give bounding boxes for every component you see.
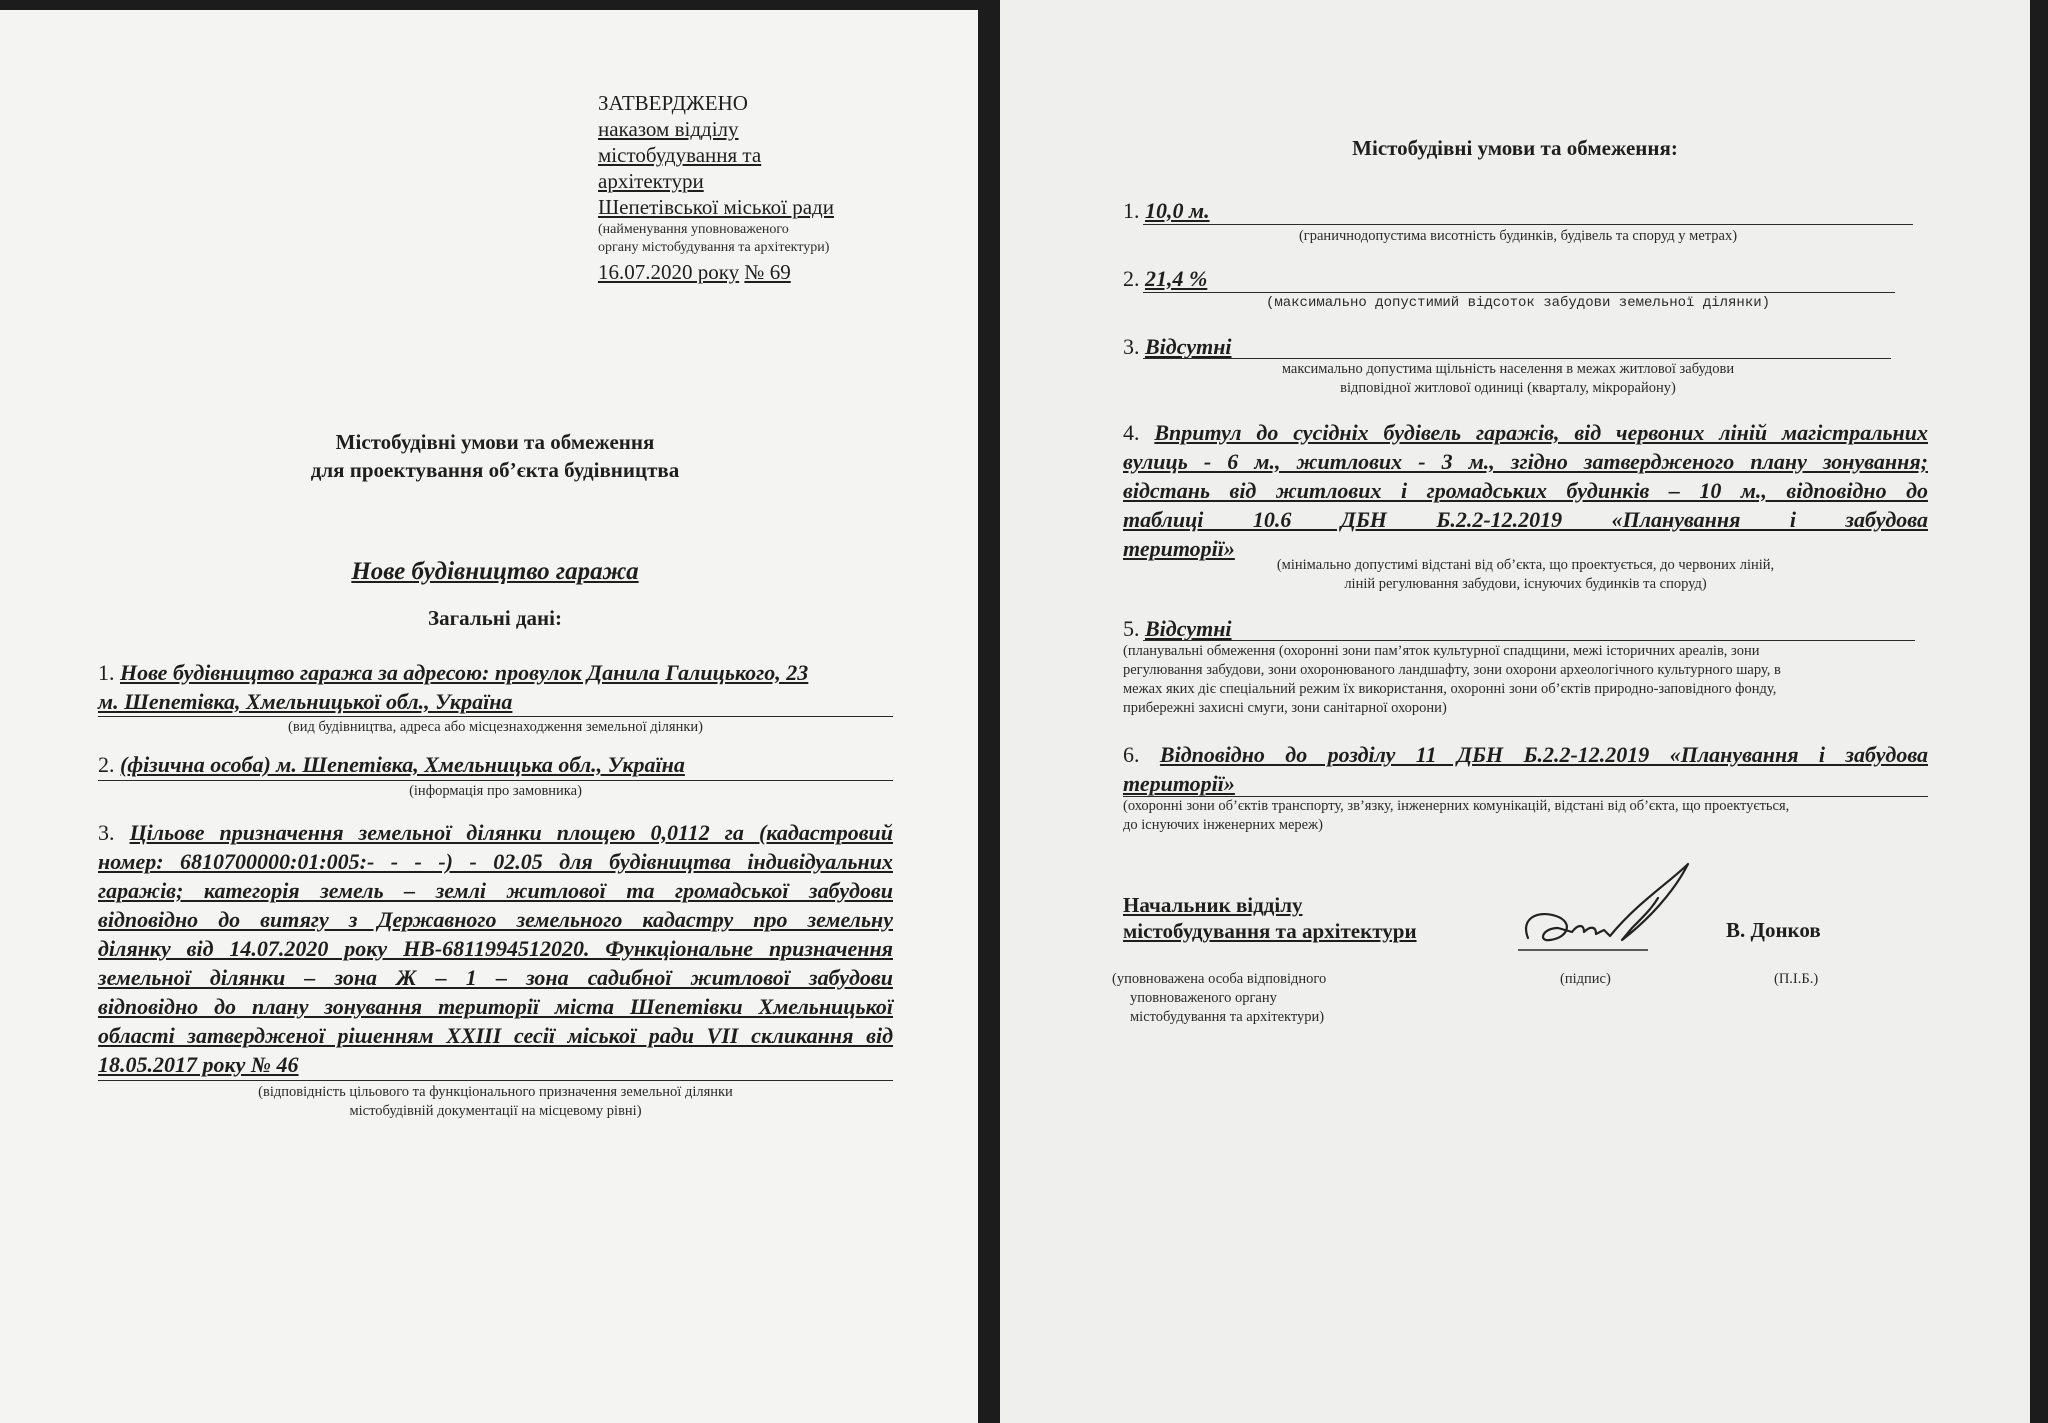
item-text: гаражів; категорія земель – землі житлової та громадської забудови (98, 878, 893, 903)
item-note (98, 1083, 893, 1121)
item-number: 1. (98, 660, 115, 685)
underline (98, 780, 893, 781)
item-text: номер: 6810700000:01:005:- - - -) - 02.05 для будівництва індивідуальних (98, 849, 893, 874)
underline (1143, 640, 1915, 641)
note-line: межах яких діє спеціальний режим їх використання, охоронні зони об’єктів природно-заповідного фонду, (1123, 681, 1777, 697)
note-line: (охоронні зони об’єктів транспорту, зв’язку, інженерних комунікацій, відстані від об’єкта, що проектується, (1123, 798, 1790, 814)
item-text: відстань від житлових і громадських будинків – 10 м., відповідно до (1123, 478, 1928, 503)
condition-item-5 (1123, 614, 1913, 643)
name-note: (П.І.Б.) (1774, 971, 1819, 987)
item-note (1123, 556, 1928, 594)
position-note (1112, 970, 1412, 1027)
note-line: (мінімально допустимі відстані від об’єкта, що проектується, до червоних ліній, (1276, 557, 1775, 573)
item-value: 21,4 % (1145, 266, 1208, 291)
item-note: (вид будівництва, адреса або місцезнаходження земельної ділянки) (288, 719, 703, 735)
right-page (1000, 0, 2030, 1423)
item-value: 10,0 м. (1145, 198, 1210, 223)
note-line: відповідної житлової одиниці (кварталу, мікрорайону) (1340, 380, 1676, 396)
note-line: максимально допустима щільність населення в межах житлової забудови (1281, 361, 1735, 377)
heading-line: Містобудівні умови та обмеження (335, 430, 655, 454)
item-text: таблиці 10.6 ДБН Б.2.2-12.2019 «Планування і забудова (1123, 507, 1928, 532)
approval-block (598, 90, 928, 285)
signature-note: (підпис) (1560, 971, 1611, 987)
condition-item-4 (1123, 418, 1928, 563)
item-text: ділянку від 14.07.2020 року НВ-6811994512020. Функціональне призначення (98, 936, 893, 961)
item-note (1123, 360, 1893, 398)
item-note: (інформація про замовника) (409, 783, 582, 799)
heading-line: для проектування об’єкта будівництва (310, 458, 680, 482)
general-item-1 (98, 658, 893, 716)
item-text: області затвердженої рішенням XXIII сесії міської ради VII скликання від (98, 1023, 893, 1048)
general-item-3 (98, 818, 893, 1079)
condition-item-3 (1123, 332, 1913, 361)
item-value: Відсутні (1145, 334, 1232, 359)
note-line: (уповноважена особа відповідного (1112, 971, 1327, 987)
item-text: Нове будівництво гаража за адресою: провулок Данила Галицького, 23 (120, 660, 809, 685)
approval-line: архітектури (598, 169, 704, 193)
underline (1143, 224, 1913, 225)
item-number: 3. (1123, 334, 1140, 359)
item-number: 2. (1123, 266, 1140, 291)
item-number: 1. (1123, 198, 1140, 223)
item-note (1123, 797, 1938, 835)
left-page (0, 10, 978, 1423)
general-item-2 (98, 750, 893, 779)
item-number: 3. (98, 820, 115, 845)
item-text: (фізична особа) м. Шепетівка, Хмельницька обл., Україна (120, 752, 685, 777)
general-title: Загальні дані: (428, 606, 562, 630)
item-text: м. Шепетівка, Хмельницької обл., Україна (98, 689, 513, 714)
approval-date: 16.07.2020 року (598, 260, 740, 284)
note-line: прибережні захисні смуги, зони санітарної охорони) (1123, 700, 1447, 716)
item-number: 2. (98, 752, 115, 777)
note-line: до існуючих інженерних мереж) (1123, 817, 1323, 833)
underline (98, 1080, 893, 1081)
item-text: Цільове призначення земельної ділянки площею 0,0112 га (кадастровий (129, 820, 894, 845)
object-name: Нове будівництво гаража (351, 558, 639, 585)
position-line: Начальник відділу (1123, 893, 1303, 917)
item-note: (граничнодопустима висотність будинків, будівель та споруд у метрах) (1298, 228, 1738, 244)
item-note (1123, 642, 1933, 718)
signature-image (1498, 858, 1698, 958)
condition-item-6 (1123, 740, 1928, 798)
item-number: 4. (1123, 420, 1140, 445)
note-line: (відповідність цільового та функціонального призначення земельної ділянки (258, 1084, 733, 1100)
authority-note: органу містобудування та архітектури) (598, 240, 830, 255)
item-text: земельної ділянки – зона Ж – 1 – зона садибної житлової забудови (98, 965, 893, 990)
approval-line: містобудування та (598, 143, 762, 167)
approval-number: № 69 (744, 260, 791, 284)
conditions-title: Містобудівні умови та обмеження: (1352, 136, 1678, 160)
signatory-position (1123, 892, 1417, 944)
underline (98, 716, 893, 717)
item-value: Відсутні (1145, 616, 1232, 641)
item-number: 5. (1123, 616, 1140, 641)
underline (1143, 358, 1891, 359)
condition-item-2 (1123, 264, 1913, 293)
note-line: містобудівній документації на місцевому рівні) (349, 1103, 642, 1119)
note-line: уповноваженого органу (1130, 990, 1277, 1006)
item-text: відповідно до плану зонування території міста Шепетівки Хмельницької (98, 994, 893, 1019)
note-line: (планувальні обмеження (охоронні зони пам’яток культурної спадщини, межі історичних ареалів, зони (1123, 643, 1760, 659)
document-heading (200, 428, 790, 484)
item-text: Відповідно до розділу 11 ДБН Б.2.2-12.2019 «Планування і забудова (1159, 742, 1929, 767)
approval-line: Шепетівської міської ради (598, 195, 834, 219)
condition-item-1 (1123, 196, 1913, 225)
underline (1143, 292, 1895, 293)
note-line: регулювання забудови, зони охоронюваного ландшафту, зони охорони археологічного культурного шару, в (1123, 662, 1781, 678)
item-note: (максимально допустимий відсоток забудови земельної ділянки) (1265, 295, 1771, 311)
item-number: 6. (1123, 742, 1140, 767)
approval-line: наказом відділу (598, 117, 739, 141)
item-text: відповідно до витягу з Державного земельного кадастру про земельну (98, 907, 893, 932)
signatory-name: В. Донков (1726, 918, 1821, 942)
item-text: 18.05.2017 року № 46 (98, 1052, 299, 1077)
item-text: Впритул до сусідніх будівель гаражів, від червоних ліній магістральних (1154, 420, 1929, 445)
item-text: території» (1123, 771, 1235, 796)
authority-note: (найменування уповноваженого (598, 222, 789, 237)
position-line: містобудування та архітектури (1123, 919, 1417, 943)
note-line: ліній регулювання забудови, існуючих будинків та споруд) (1344, 576, 1707, 592)
item-text: території» (1123, 536, 1235, 561)
note-line: містобудування та архітектури) (1130, 1009, 1325, 1025)
item-text: вулиць - 6 м., житлових - 3 м., згідно затвердженого плану зонування; (1123, 449, 1928, 474)
approval-title: ЗАТВЕРДЖЕНО (598, 91, 748, 115)
